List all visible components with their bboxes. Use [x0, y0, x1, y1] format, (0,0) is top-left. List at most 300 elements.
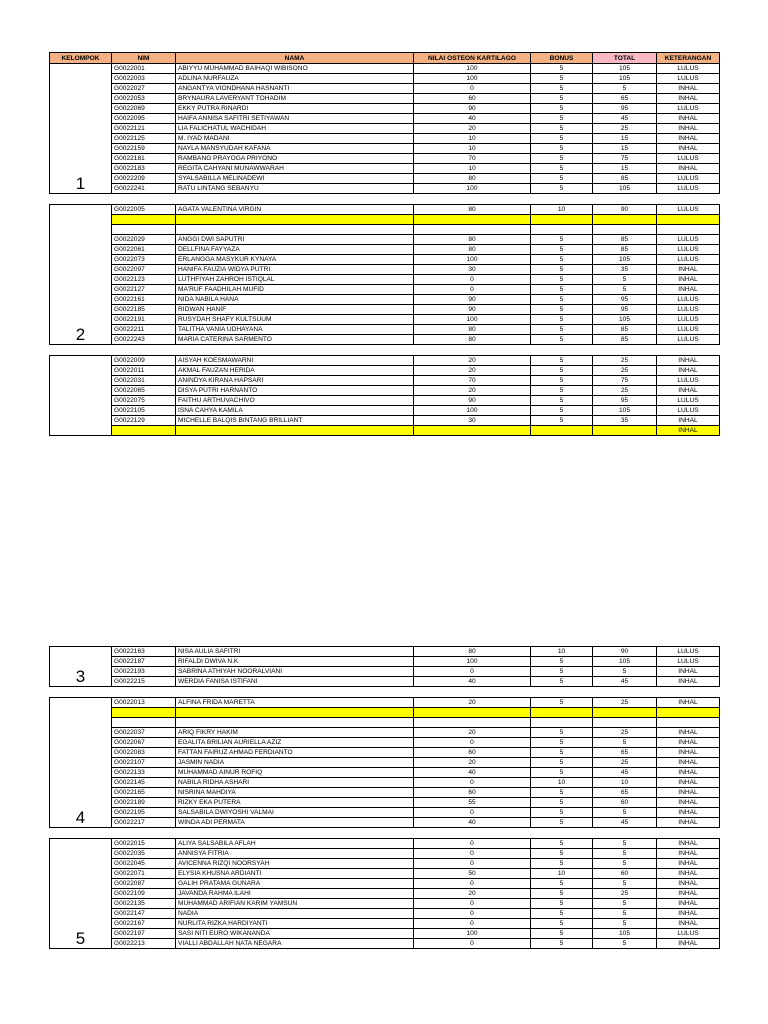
nilai-cell[interactable]: 100 [414, 929, 531, 939]
total-cell[interactable]: 60 [593, 798, 657, 808]
nama-cell[interactable]: AISYAH KOESMAWARNI [176, 356, 414, 366]
nilai-cell[interactable] [414, 718, 531, 728]
nilai-cell[interactable]: 80 [414, 174, 531, 184]
nim-cell[interactable]: G0022145 [112, 778, 176, 788]
bonus-cell[interactable]: 5 [531, 84, 593, 94]
nilai-cell[interactable] [414, 215, 531, 225]
nama-cell[interactable]: RIDWAN HANIF [176, 305, 414, 315]
nilai-cell[interactable]: 0 [414, 909, 531, 919]
total-cell[interactable]: 85 [593, 174, 657, 184]
nim-cell[interactable]: G0022011 [112, 366, 176, 376]
total-cell[interactable]: 5 [593, 275, 657, 285]
bonus-cell[interactable]: 5 [531, 768, 593, 778]
nama-cell[interactable]: LUTHFIYAH ZAHROH ISTIQLAL [176, 275, 414, 285]
nim-cell[interactable]: G0022075 [112, 396, 176, 406]
bonus-cell[interactable]: 5 [531, 919, 593, 929]
nilai-cell[interactable]: 80 [414, 647, 531, 657]
keterangan-cell[interactable]: LULUS [657, 74, 720, 84]
nilai-cell[interactable]: 100 [414, 64, 531, 74]
nilai-cell[interactable]: 20 [414, 124, 531, 134]
nama-cell[interactable]: ANGANTYA VIONDHANA HASNANTI [176, 84, 414, 94]
bonus-cell[interactable] [531, 718, 593, 728]
bonus-cell[interactable]: 5 [531, 154, 593, 164]
bonus-cell[interactable]: 5 [531, 677, 593, 687]
nilai-cell[interactable]: 30 [414, 265, 531, 275]
nama-cell[interactable]: TALITHA VANIA UDHAYANA [176, 325, 414, 335]
nama-cell[interactable]: NURLITA RIZKA HARDIYANTI [176, 919, 414, 929]
nim-cell[interactable] [112, 225, 176, 235]
nama-cell[interactable]: NIDA NABILA HANA [176, 295, 414, 305]
bonus-cell[interactable]: 5 [531, 939, 593, 949]
total-cell[interactable]: 45 [593, 677, 657, 687]
nama-cell[interactable]: HAIFA ANNISA SAFITRI SETIYAWAN [176, 114, 414, 124]
nilai-cell[interactable]: 90 [414, 104, 531, 114]
nilai-cell[interactable] [414, 225, 531, 235]
bonus-cell[interactable]: 5 [531, 94, 593, 104]
bonus-cell[interactable]: 5 [531, 245, 593, 255]
total-cell[interactable]: 5 [593, 899, 657, 909]
nama-cell[interactable]: AGATA VALENTINA VIRGIN [176, 205, 414, 215]
nilai-cell[interactable]: 20 [414, 889, 531, 899]
bonus-cell[interactable]: 5 [531, 184, 593, 194]
nilai-cell[interactable]: 100 [414, 255, 531, 265]
nama-cell[interactable] [176, 215, 414, 225]
bonus-cell[interactable]: 5 [531, 376, 593, 386]
bonus-cell[interactable]: 5 [531, 698, 593, 708]
nim-cell[interactable] [112, 426, 176, 436]
total-cell[interactable]: 105 [593, 315, 657, 325]
bonus-cell[interactable]: 5 [531, 758, 593, 768]
nim-cell[interactable]: G0022125 [112, 134, 176, 144]
total-cell[interactable]: 5 [593, 849, 657, 859]
keterangan-cell[interactable]: INHAL [657, 808, 720, 818]
bonus-cell[interactable]: 5 [531, 406, 593, 416]
keterangan-cell[interactable]: INHAL [657, 839, 720, 849]
keterangan-cell[interactable]: INHAL [657, 899, 720, 909]
keterangan-cell[interactable]: LULUS [657, 657, 720, 667]
total-cell[interactable]: 25 [593, 366, 657, 376]
nim-cell[interactable] [112, 708, 176, 718]
nim-cell[interactable] [112, 215, 176, 225]
bonus-cell[interactable]: 5 [531, 909, 593, 919]
keterangan-cell[interactable]: LULUS [657, 184, 720, 194]
nim-cell[interactable]: G0022241 [112, 184, 176, 194]
nilai-cell[interactable]: 55 [414, 798, 531, 808]
total-cell[interactable]: 65 [593, 748, 657, 758]
bonus-cell[interactable]: 5 [531, 366, 593, 376]
nilai-cell[interactable]: 0 [414, 939, 531, 949]
nim-cell[interactable]: G0022189 [112, 798, 176, 808]
total-cell[interactable]: 25 [593, 386, 657, 396]
nilai-cell[interactable]: 100 [414, 184, 531, 194]
nama-cell[interactable] [176, 708, 414, 718]
total-cell[interactable]: 25 [593, 698, 657, 708]
nama-cell[interactable]: ANGGI DWI SAPUTRI [176, 235, 414, 245]
nim-cell[interactable]: G0022217 [112, 818, 176, 828]
bonus-cell[interactable]: 5 [531, 74, 593, 84]
keterangan-cell[interactable] [657, 225, 720, 235]
nilai-cell[interactable]: 0 [414, 808, 531, 818]
nim-cell[interactable]: G0022181 [112, 154, 176, 164]
keterangan-cell[interactable]: INHAL [657, 859, 720, 869]
total-cell[interactable]: 35 [593, 416, 657, 426]
nama-cell[interactable]: EGALITA BRILIAN AURIELLA AZIZ [176, 738, 414, 748]
nama-cell[interactable]: NABILA RIDHA ASHARI [176, 778, 414, 788]
bonus-cell[interactable]: 5 [531, 64, 593, 74]
total-cell[interactable] [593, 215, 657, 225]
total-cell[interactable]: 15 [593, 144, 657, 154]
nilai-cell[interactable] [414, 708, 531, 718]
nim-cell[interactable]: G0022009 [112, 356, 176, 366]
keterangan-cell[interactable]: INHAL [657, 416, 720, 426]
nim-cell[interactable]: G0022083 [112, 748, 176, 758]
nim-cell[interactable]: G0022121 [112, 124, 176, 134]
nim-cell[interactable]: G0022135 [112, 899, 176, 909]
nama-cell[interactable] [176, 426, 414, 436]
nim-cell[interactable]: G0022003 [112, 74, 176, 84]
keterangan-cell[interactable]: LULUS [657, 64, 720, 74]
bonus-cell[interactable] [531, 215, 593, 225]
nama-cell[interactable]: NISRINA MAHDIYA [176, 788, 414, 798]
nim-cell[interactable]: G0022197 [112, 929, 176, 939]
nilai-cell[interactable]: 0 [414, 84, 531, 94]
total-cell[interactable] [593, 718, 657, 728]
total-cell[interactable]: 10 [593, 778, 657, 788]
total-cell[interactable]: 65 [593, 788, 657, 798]
nama-cell[interactable]: RAMBANG PRAYOGA PRIYONO [176, 154, 414, 164]
nama-cell[interactable]: NISA AULIA SAFITRI [176, 647, 414, 657]
nilai-cell[interactable]: 0 [414, 879, 531, 889]
nilai-cell[interactable]: 0 [414, 859, 531, 869]
total-cell[interactable]: 75 [593, 154, 657, 164]
nim-cell[interactable]: G0022243 [112, 335, 176, 345]
nama-cell[interactable]: BRYNAURA LAVERYANT TOHADIM [176, 94, 414, 104]
bonus-cell[interactable]: 5 [531, 285, 593, 295]
bonus-cell[interactable]: 5 [531, 748, 593, 758]
keterangan-cell[interactable]: INHAL [657, 698, 720, 708]
keterangan-cell[interactable] [657, 215, 720, 225]
nama-cell[interactable]: RUSYDAH SHAFY KULTSUUM [176, 315, 414, 325]
nama-cell[interactable]: ANINDYA KIRANA HAPSARI [176, 376, 414, 386]
total-cell[interactable]: 105 [593, 184, 657, 194]
nilai-cell[interactable]: 50 [414, 869, 531, 879]
nim-cell[interactable]: G0022191 [112, 315, 176, 325]
bonus-cell[interactable] [531, 426, 593, 436]
nim-cell[interactable]: G0022133 [112, 768, 176, 778]
nama-cell[interactable]: WERDIA FANISA ISTIFANI [176, 677, 414, 687]
total-cell[interactable]: 5 [593, 285, 657, 295]
keterangan-cell[interactable]: INHAL [657, 366, 720, 376]
nama-cell[interactable]: ELYSIA KHUSNA ARDIANTI [176, 869, 414, 879]
keterangan-cell[interactable]: INHAL [657, 758, 720, 768]
nilai-cell[interactable]: 40 [414, 114, 531, 124]
keterangan-cell[interactable]: INHAL [657, 124, 720, 134]
total-cell[interactable]: 5 [593, 859, 657, 869]
bonus-cell[interactable]: 5 [531, 667, 593, 677]
keterangan-cell[interactable]: LULUS [657, 255, 720, 265]
nim-cell[interactable]: G0022027 [112, 84, 176, 94]
nim-cell[interactable]: G0022123 [112, 275, 176, 285]
nim-cell[interactable]: G0022105 [112, 406, 176, 416]
nilai-cell[interactable]: 40 [414, 818, 531, 828]
nilai-cell[interactable]: 70 [414, 154, 531, 164]
nilai-cell[interactable]: 80 [414, 235, 531, 245]
total-cell[interactable]: 5 [593, 808, 657, 818]
nim-cell[interactable]: G0022187 [112, 657, 176, 667]
nama-cell[interactable]: SABRINA ATHIYAH NOORALVIANI [176, 667, 414, 677]
nilai-cell[interactable]: 70 [414, 376, 531, 386]
total-cell[interactable]: 25 [593, 728, 657, 738]
nim-cell[interactable]: G0022211 [112, 325, 176, 335]
nilai-cell[interactable]: 20 [414, 386, 531, 396]
keterangan-cell[interactable]: INHAL [657, 869, 720, 879]
nama-cell[interactable]: DISYA PUTRI HARNANTO [176, 386, 414, 396]
nilai-cell[interactable]: 60 [414, 94, 531, 104]
keterangan-cell[interactable]: INHAL [657, 114, 720, 124]
nim-cell[interactable]: G0022095 [112, 114, 176, 124]
total-cell[interactable]: 105 [593, 657, 657, 667]
nama-cell[interactable] [176, 718, 414, 728]
total-cell[interactable]: 105 [593, 929, 657, 939]
keterangan-cell[interactable]: LULUS [657, 295, 720, 305]
bonus-cell[interactable]: 5 [531, 657, 593, 667]
nim-cell[interactable]: G0022165 [112, 788, 176, 798]
bonus-cell[interactable]: 5 [531, 255, 593, 265]
bonus-cell[interactable]: 10 [531, 647, 593, 657]
total-cell[interactable]: 25 [593, 758, 657, 768]
bonus-cell[interactable]: 5 [531, 396, 593, 406]
keterangan-cell[interactable]: LULUS [657, 205, 720, 215]
total-cell[interactable]: 45 [593, 114, 657, 124]
nilai-cell[interactable]: 80 [414, 205, 531, 215]
total-cell[interactable]: 95 [593, 295, 657, 305]
total-cell[interactable]: 60 [593, 869, 657, 879]
total-cell[interactable]: 5 [593, 738, 657, 748]
total-cell[interactable] [593, 426, 657, 436]
keterangan-cell[interactable]: LULUS [657, 235, 720, 245]
keterangan-cell[interactable]: INHAL [657, 356, 720, 366]
keterangan-cell[interactable]: LULUS [657, 647, 720, 657]
nama-cell[interactable]: ANNISYA FITRIA [176, 849, 414, 859]
nilai-cell[interactable]: 90 [414, 295, 531, 305]
bonus-cell[interactable]: 5 [531, 305, 593, 315]
nilai-cell[interactable]: 100 [414, 406, 531, 416]
total-cell[interactable]: 85 [593, 245, 657, 255]
nim-cell[interactable]: G0022209 [112, 174, 176, 184]
nim-cell[interactable]: G0022159 [112, 144, 176, 154]
nim-cell[interactable]: G0022035 [112, 849, 176, 859]
bonus-cell[interactable]: 5 [531, 134, 593, 144]
total-cell[interactable]: 5 [593, 879, 657, 889]
keterangan-cell[interactable]: INHAL [657, 84, 720, 94]
bonus-cell[interactable]: 5 [531, 315, 593, 325]
bonus-cell[interactable]: 5 [531, 818, 593, 828]
nama-cell[interactable]: GALIH PRATAMA GUNARA [176, 879, 414, 889]
total-cell[interactable] [593, 225, 657, 235]
total-cell[interactable]: 15 [593, 164, 657, 174]
keterangan-cell[interactable]: INHAL [657, 849, 720, 859]
keterangan-cell[interactable]: LULUS [657, 154, 720, 164]
bonus-cell[interactable]: 5 [531, 889, 593, 899]
nama-cell[interactable]: REGITA CAHYANI MUNAWWARAH [176, 164, 414, 174]
bonus-cell[interactable]: 5 [531, 325, 593, 335]
nim-cell[interactable]: G0022001 [112, 64, 176, 74]
nama-cell[interactable]: EKKY PUTRA RINARDI [176, 104, 414, 114]
keterangan-cell[interactable]: INHAL [657, 818, 720, 828]
total-cell[interactable]: 75 [593, 376, 657, 386]
bonus-cell[interactable]: 5 [531, 929, 593, 939]
nilai-cell[interactable]: 30 [414, 416, 531, 426]
nim-cell[interactable]: G0022213 [112, 939, 176, 949]
total-cell[interactable]: 45 [593, 768, 657, 778]
bonus-cell[interactable]: 5 [531, 295, 593, 305]
keterangan-cell[interactable]: LULUS [657, 305, 720, 315]
nama-cell[interactable]: RIFALDI DWIVA N.K [176, 657, 414, 667]
total-cell[interactable]: 95 [593, 104, 657, 114]
keterangan-cell[interactable]: INHAL [657, 728, 720, 738]
total-cell[interactable]: 105 [593, 406, 657, 416]
bonus-cell[interactable]: 5 [531, 164, 593, 174]
nama-cell[interactable]: FAITHU ARTHUVACHIVO [176, 396, 414, 406]
nilai-cell[interactable]: 60 [414, 748, 531, 758]
keterangan-cell[interactable]: LULUS [657, 174, 720, 184]
keterangan-cell[interactable] [657, 708, 720, 718]
total-cell[interactable]: 5 [593, 667, 657, 677]
nama-cell[interactable]: MUHAMMAD ARIFIAN KARIM YAMSUN [176, 899, 414, 909]
keterangan-cell[interactable]: INHAL [657, 768, 720, 778]
nim-cell[interactable]: G0022071 [112, 869, 176, 879]
nilai-cell[interactable]: 40 [414, 768, 531, 778]
nim-cell[interactable]: G0022167 [112, 919, 176, 929]
nama-cell[interactable]: ERLANGGA MASYKUR KYNAYA [176, 255, 414, 265]
total-cell[interactable]: 35 [593, 265, 657, 275]
nama-cell[interactable]: ABIYYU MUHAMMAD BAIHAQI WIBISONO [176, 64, 414, 74]
bonus-cell[interactable]: 5 [531, 356, 593, 366]
keterangan-cell[interactable]: INHAL [657, 285, 720, 295]
nilai-cell[interactable]: 0 [414, 275, 531, 285]
keterangan-cell[interactable]: INHAL [657, 667, 720, 677]
nilai-cell[interactable]: 10 [414, 134, 531, 144]
nim-cell[interactable]: G0022031 [112, 376, 176, 386]
nama-cell[interactable]: RATU LINTANG SEBANYU [176, 184, 414, 194]
nim-cell[interactable]: G0022073 [112, 255, 176, 265]
nim-cell[interactable]: G0022215 [112, 677, 176, 687]
nilai-cell[interactable]: 0 [414, 778, 531, 788]
bonus-cell[interactable]: 5 [531, 235, 593, 245]
total-cell[interactable]: 5 [593, 919, 657, 929]
nama-cell[interactable]: DELLFINA FAYYAZA [176, 245, 414, 255]
total-cell[interactable]: 105 [593, 74, 657, 84]
nama-cell[interactable]: ALFINA FRIDA MARETTA [176, 698, 414, 708]
nilai-cell[interactable]: 0 [414, 849, 531, 859]
nim-cell[interactable]: G0022087 [112, 879, 176, 889]
keterangan-cell[interactable]: LULUS [657, 315, 720, 325]
nilai-cell[interactable]: 20 [414, 356, 531, 366]
bonus-cell[interactable]: 10 [531, 778, 593, 788]
nim-cell[interactable]: G0022097 [112, 265, 176, 275]
nilai-cell[interactable]: 0 [414, 839, 531, 849]
total-cell[interactable]: 5 [593, 84, 657, 94]
nim-cell[interactable]: G0022069 [112, 104, 176, 114]
keterangan-cell[interactable]: INHAL [657, 778, 720, 788]
nama-cell[interactable]: AVICENNA RIZQI NOORSYAH [176, 859, 414, 869]
nilai-cell[interactable]: 100 [414, 315, 531, 325]
nama-cell[interactable]: MA'RUF FAADHILAH MUFID [176, 285, 414, 295]
total-cell[interactable]: 65 [593, 94, 657, 104]
keterangan-cell[interactable]: INHAL [657, 748, 720, 758]
total-cell[interactable]: 105 [593, 64, 657, 74]
bonus-cell[interactable]: 5 [531, 879, 593, 889]
nim-cell[interactable]: G0022107 [112, 758, 176, 768]
total-cell[interactable]: 85 [593, 235, 657, 245]
keterangan-cell[interactable]: INHAL [657, 919, 720, 929]
nim-cell[interactable]: G0022015 [112, 839, 176, 849]
nim-cell[interactable]: G0022127 [112, 285, 176, 295]
total-cell[interactable]: 105 [593, 255, 657, 265]
nama-cell[interactable]: SASI NITI EURO WIKANANDA [176, 929, 414, 939]
keterangan-cell[interactable]: INHAL [657, 788, 720, 798]
bonus-cell[interactable]: 5 [531, 335, 593, 345]
keterangan-cell[interactable] [657, 718, 720, 728]
total-cell[interactable]: 25 [593, 889, 657, 899]
total-cell[interactable]: 85 [593, 335, 657, 345]
bonus-cell[interactable]: 5 [531, 124, 593, 134]
nama-cell[interactable]: M. IYAD MADANI [176, 134, 414, 144]
nilai-cell[interactable]: 90 [414, 305, 531, 315]
nilai-cell[interactable]: 0 [414, 919, 531, 929]
nim-cell[interactable]: G0022109 [112, 889, 176, 899]
keterangan-cell[interactable]: INHAL [657, 879, 720, 889]
nim-cell[interactable]: G0022061 [112, 245, 176, 255]
nim-cell[interactable]: G0022065 [112, 386, 176, 396]
bonus-cell[interactable]: 5 [531, 859, 593, 869]
nilai-cell[interactable]: 80 [414, 325, 531, 335]
keterangan-cell[interactable]: LULUS [657, 325, 720, 335]
bonus-cell[interactable]: 5 [531, 265, 593, 275]
bonus-cell[interactable]: 5 [531, 174, 593, 184]
nama-cell[interactable]: RIZKY EKA PUTERA [176, 798, 414, 808]
keterangan-cell[interactable]: LULUS [657, 396, 720, 406]
nim-cell[interactable]: G0022029 [112, 235, 176, 245]
keterangan-cell[interactable]: LULUS [657, 406, 720, 416]
nim-cell[interactable]: G0022163 [112, 647, 176, 657]
total-cell[interactable]: 90 [593, 647, 657, 657]
bonus-cell[interactable]: 5 [531, 798, 593, 808]
nama-cell[interactable]: LIA FALICHATUL WACHIDAH [176, 124, 414, 134]
total-cell[interactable]: 25 [593, 124, 657, 134]
total-cell[interactable]: 25 [593, 356, 657, 366]
nilai-cell[interactable]: 60 [414, 788, 531, 798]
nilai-cell[interactable]: 40 [414, 677, 531, 687]
bonus-cell[interactable]: 10 [531, 205, 593, 215]
nim-cell[interactable]: G0022195 [112, 808, 176, 818]
bonus-cell[interactable]: 5 [531, 839, 593, 849]
keterangan-cell[interactable]: INHAL [657, 134, 720, 144]
keterangan-cell[interactable]: INHAL [657, 798, 720, 808]
total-cell[interactable]: 45 [593, 818, 657, 828]
total-cell[interactable]: 95 [593, 396, 657, 406]
bonus-cell[interactable] [531, 225, 593, 235]
nilai-cell[interactable]: 20 [414, 698, 531, 708]
nim-cell[interactable]: G0022013 [112, 698, 176, 708]
total-cell[interactable]: 15 [593, 134, 657, 144]
nilai-cell[interactable]: 10 [414, 164, 531, 174]
keterangan-cell[interactable]: INHAL [657, 275, 720, 285]
nama-cell[interactable]: ADLINA NURFAUZA [176, 74, 414, 84]
keterangan-cell[interactable]: INHAL [657, 265, 720, 275]
nilai-cell[interactable]: 0 [414, 899, 531, 909]
keterangan-cell[interactable]: LULUS [657, 929, 720, 939]
